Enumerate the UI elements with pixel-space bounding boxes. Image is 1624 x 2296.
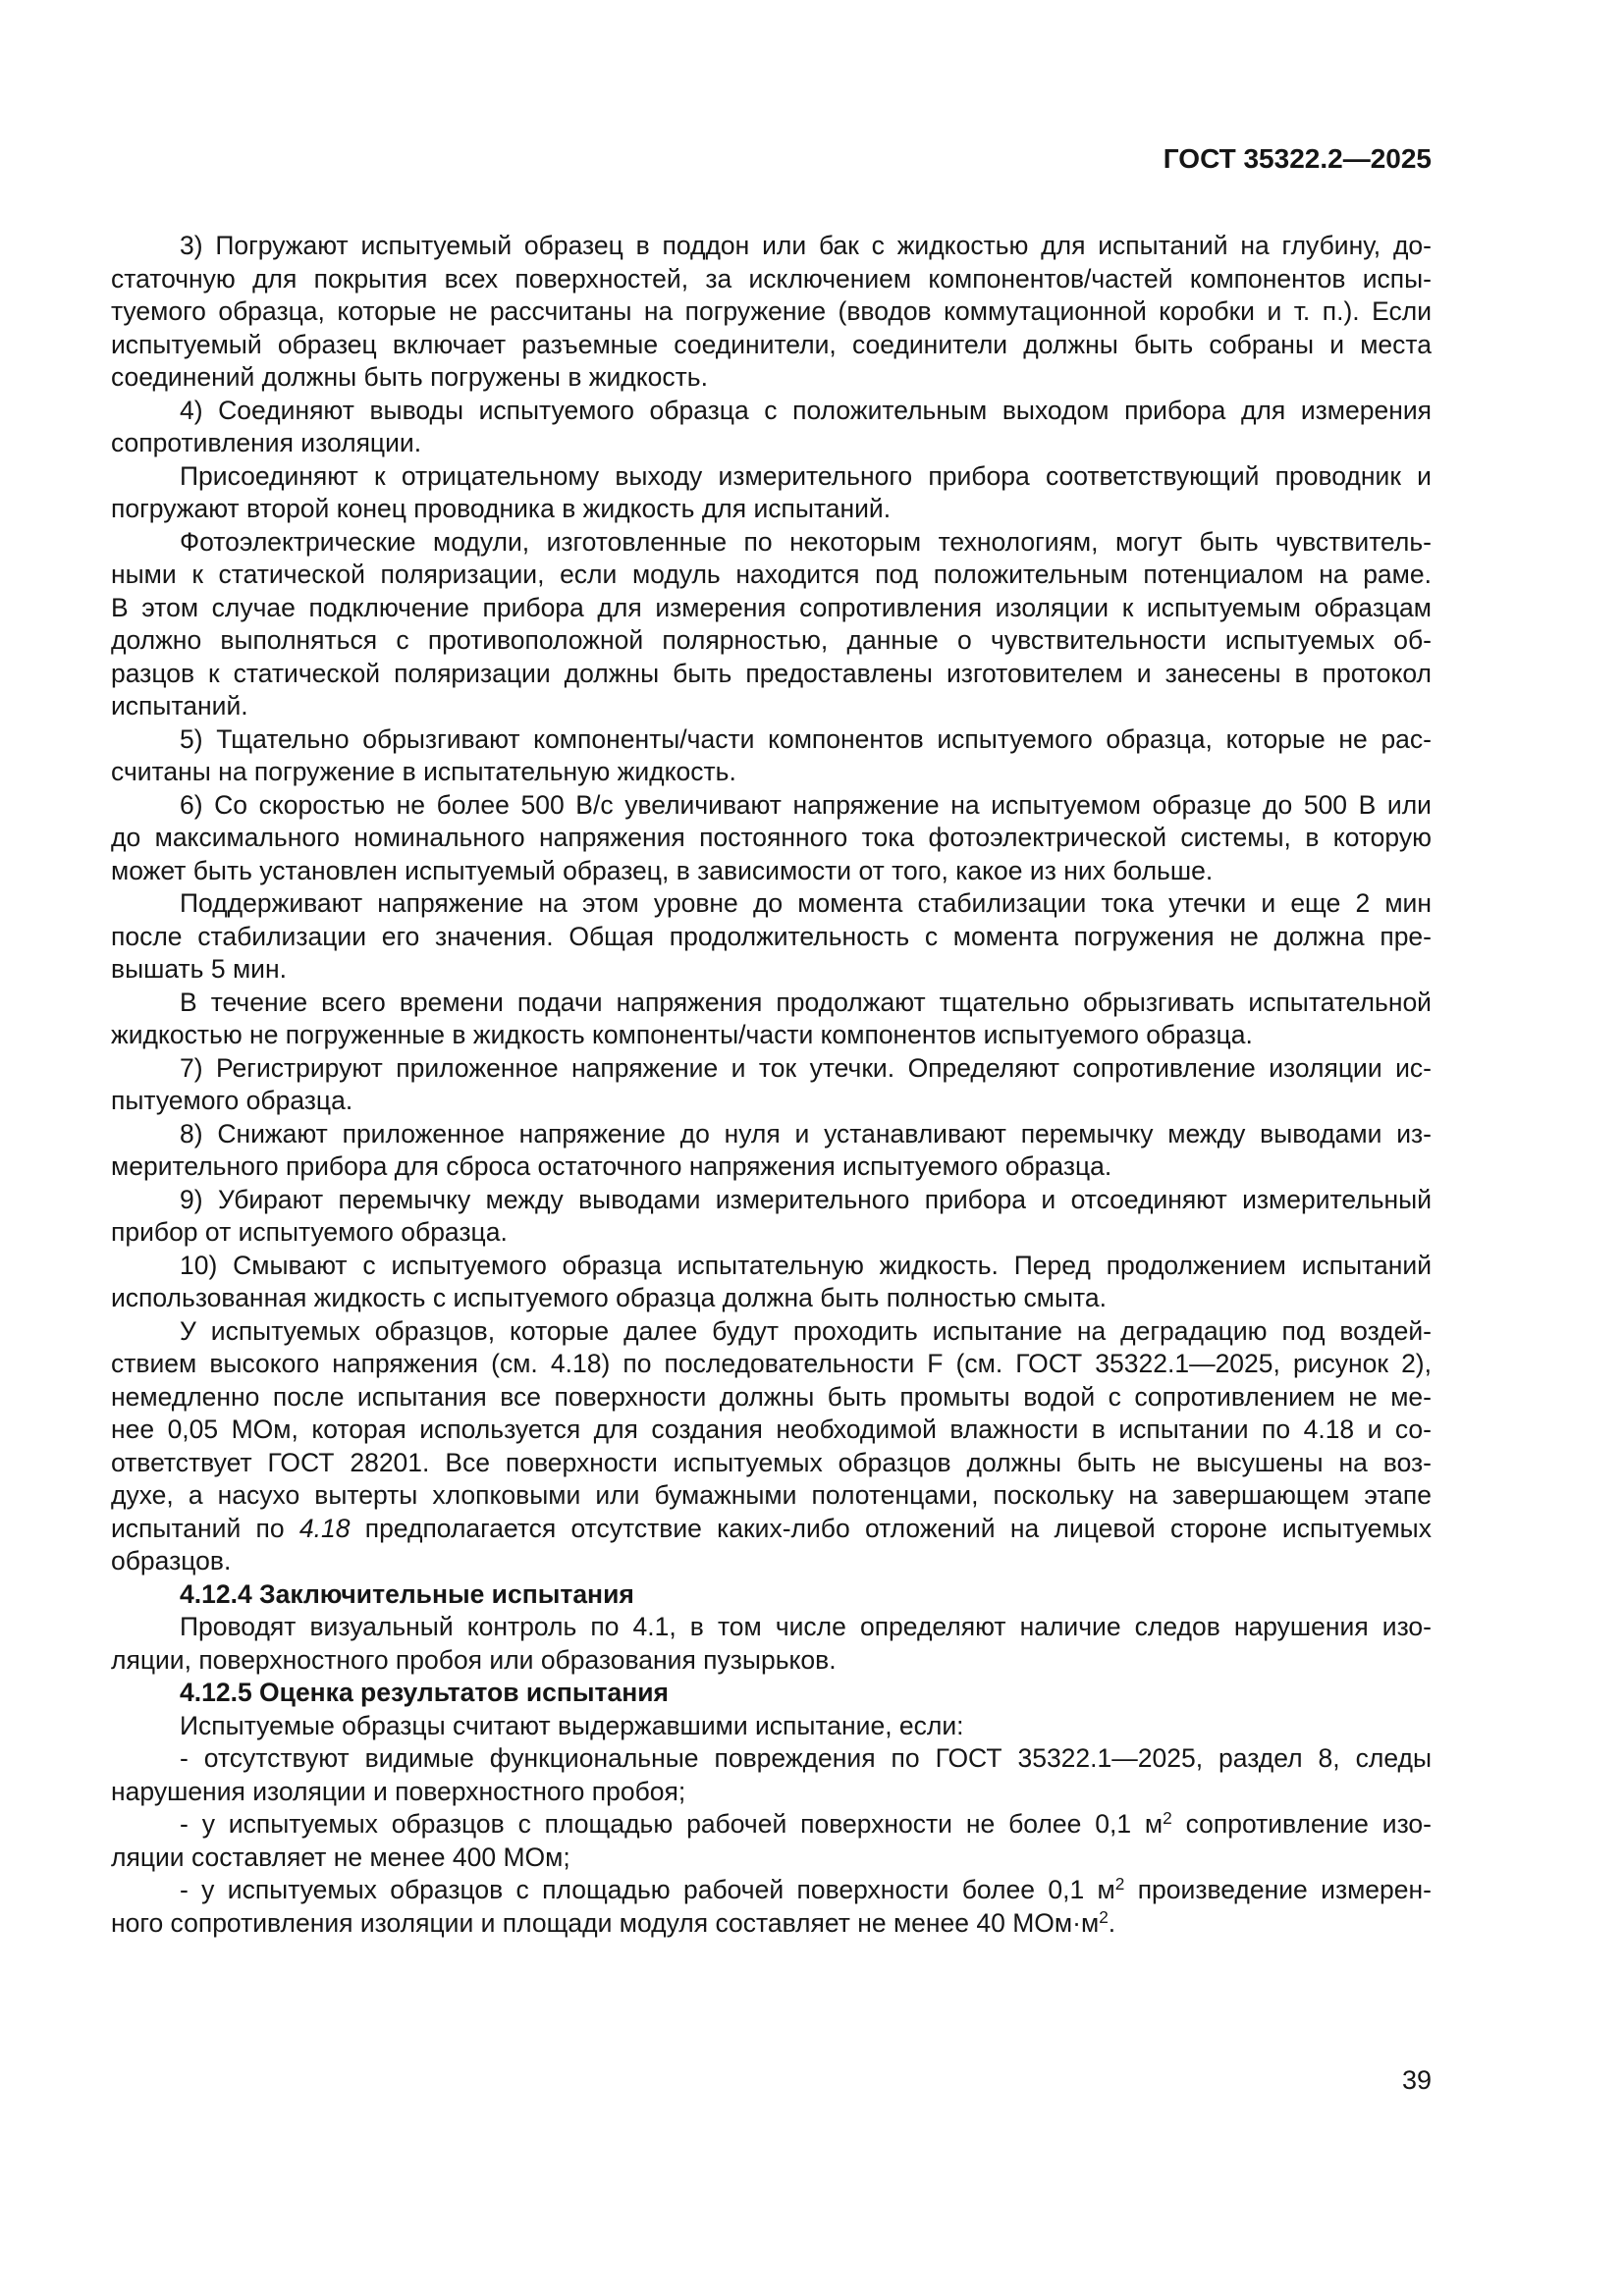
text-line: соединений должны быть погружены в жидкость. — [111, 362, 708, 392]
paragraph — [111, 526, 1432, 723]
text-line: испытуемый образец включает разъемные соединители, соединители должны быть собраны и места — [111, 329, 1432, 359]
document-body — [111, 230, 1432, 1940]
text-line: погружают второй конец проводника в жидкость для испытаний. — [111, 494, 892, 523]
text-line: ного сопротивления изоляции и площади модуля составляет не менее 40 $МОм\cdot м^2$. — [111, 1906, 1116, 1938]
text-line: У испытуемых образцов, которые далее будут проходить испытание на деградацию под воздей- — [180, 1315, 1432, 1346]
paragraph — [111, 1874, 1432, 1940]
text-line: жидкостью не погруженные в жидкость компоненты/части компонентов испытуемого образца. — [111, 1020, 1253, 1049]
paragraph — [111, 1052, 1432, 1118]
text-line: 3) Погружают испытуемый образец в поддон или бак с жидкостью для испытаний на глубину, до- — [180, 231, 1432, 260]
section-heading — [111, 1578, 1432, 1612]
text-line: ляции составляет не менее 400 МОм; — [111, 1842, 570, 1872]
text-line: после стабилизации его значения. Общая продолжительность с момента погружения не должна пре- — [111, 921, 1432, 951]
text-line: ляции, поверхностного пробоя или образования пузырьков. — [111, 1644, 837, 1675]
text-line: 4) Соединяют выводы испытуемого образца с положительным выходом прибора для измерения — [180, 395, 1432, 425]
text-line: 8) Снижают приложенное напряжение до нуля и устанавливают перемычку между выводами из- — [180, 1118, 1432, 1148]
text-line: может быть установлен испытуемый образец, в зависимости от того, какое из них больше. — [111, 855, 1214, 885]
text-line: 4.12.5 Оценка результатов испытания — [180, 1678, 670, 1707]
section-heading — [111, 1677, 1432, 1710]
paragraph — [111, 1315, 1432, 1578]
paragraph — [111, 1611, 1432, 1677]
paragraph — [111, 1250, 1432, 1315]
text-line: - отсутствуют видимые функциональные повреждения по ГОСТ 35322.1—2025, раздел 8, следы — [180, 1743, 1432, 1773]
paragraph — [111, 789, 1432, 888]
text-line: испытаний. — [111, 691, 248, 721]
text-line: статочную для покрытия всех поверхностей, за исключением компонентов/частей компонентов испы- — [111, 263, 1432, 294]
text-line: - у испытуемых образцов с площадью рабочей поверхности не более 0,1 $м^2$ сопротивление изо- — [180, 1808, 1432, 1839]
paragraph — [111, 1742, 1432, 1808]
text-line: образцов. — [111, 1546, 232, 1575]
text-line: 5) Тщательно обрызгивают компоненты/части компонентов испытуемого образца, которые не рас- — [180, 723, 1432, 754]
text-line: сопротивления изоляции. — [111, 428, 422, 457]
paragraph — [111, 723, 1432, 789]
text-line: Присоединяют к отрицательному выходу измерительного прибора соответствующий проводник и — [180, 460, 1432, 491]
text-line: ствием высокого напряжения (см. 4.18) по последовательности F (см. ГОСТ 35322.1—2025, рисунок 2), — [111, 1349, 1432, 1378]
text-line: туемого образца, которые не рассчитаны на погружение (вводов коммутационной коробки и т. п.). Если — [111, 296, 1432, 326]
text-line: 4.12.4 Заключительные испытания — [180, 1578, 634, 1609]
text-line: В этом случае подключение прибора для измерения сопротивления изоляции к испытуемым образцам — [111, 592, 1432, 622]
text-line: В течение всего времени подачи напряжения продолжают тщательно обрызгивать испытательной — [180, 987, 1432, 1017]
text-line: Испытуемые образцы считают выдержавшими испытание, если: — [180, 1710, 964, 1740]
text-line: пытуемого образца. — [111, 1086, 353, 1115]
text-line: должно выполняться с противоположной полярностью, данные о чувствительности испытуемых об- — [111, 625, 1432, 655]
text-line: вышать 5 мин. — [111, 954, 287, 984]
text-line: 6) Со скоростью не более 500 В/с увеличивают напряжение на испытуемом образце до 500 В или — [180, 789, 1432, 820]
text-line: - у испытуемых образцов с площадью рабочей поверхности более 0,1 $м^2$ произведение измерен- — [180, 1874, 1432, 1904]
text-line: мерительного прибора для сброса остаточного напряжения испытуемого образца. — [111, 1151, 1112, 1181]
paragraph — [111, 887, 1432, 987]
text-line: испытаний по 4.18 предполагается отсутствие каких-либо отложений на лицевой стороне испытуемых — [111, 1513, 1432, 1543]
paragraph — [111, 230, 1432, 395]
text-line: ответствует ГОСТ 28201. Все поверхности испытуемых образцов должны быть не высушены на воз- — [111, 1447, 1432, 1477]
paragraph — [111, 460, 1432, 526]
paragraph — [111, 395, 1432, 460]
text-line: нарушения изоляции и поверхностного пробоя; — [111, 1776, 686, 1806]
paragraph — [111, 987, 1432, 1052]
text-line: 9) Убирают перемычку между выводами измерительного прибора и отсоединяют измерительный — [180, 1184, 1432, 1214]
text-line: до максимального номинального напряжения постоянного тока фотоэлектрической системы, в которую — [111, 823, 1432, 852]
text-line: 10) Смывают с испытуемого образца испытательную жидкость. Перед продолжением испытаний — [180, 1250, 1432, 1280]
paragraph — [111, 1184, 1432, 1250]
page-number: 39 — [1401, 2065, 1432, 2095]
text-line: духе, а насухо вытерты хлопковыми или бумажными полотенцами, поскольку на завершающем этапе — [111, 1480, 1432, 1510]
text-line: 7) Регистрируют приложенное напряжение и ток утечки. Определяют сопротивление изоляции ис- — [180, 1052, 1432, 1083]
paragraph — [111, 1118, 1432, 1184]
document-number: ГОСТ 35322.2—2025 — [1163, 143, 1432, 174]
text-line: разцов к статической поляризации должны быть предоставлены изготовителем и занесены в протокол — [111, 658, 1432, 688]
text-line: Фотоэлектрические модули, изготовленные по некоторым технологиям, могут быть чувствитель- — [180, 526, 1432, 557]
paragraph — [111, 1808, 1432, 1874]
text-line: использованная жидкость с испытуемого образца должна быть полностью смыта. — [111, 1283, 1107, 1312]
text-line: Проводят визуальный контроль по 4.1, в том числе определяют наличие следов нарушения изо- — [180, 1612, 1432, 1641]
text-line: немедленно после испытания все поверхности должны быть промыты водой с сопротивлением не ме- — [111, 1381, 1432, 1412]
text-line: считаны на погружение в испытательную жидкость. — [111, 757, 736, 786]
text-line: прибор от испытуемого образца. — [111, 1217, 508, 1247]
text-line: ными к статической поляризации, если модуль находится под положительным потенциалом на раме. — [111, 560, 1432, 589]
paragraph — [111, 1710, 1432, 1743]
text-line: нее 0,05 МОм, которая используется для создания необходимой влажности в испытании по 4.18 и со- — [111, 1415, 1432, 1444]
text-line: Поддерживают напряжение на этом уровне до момента стабилизации тока утечки и еще 2 мин — [180, 888, 1432, 918]
